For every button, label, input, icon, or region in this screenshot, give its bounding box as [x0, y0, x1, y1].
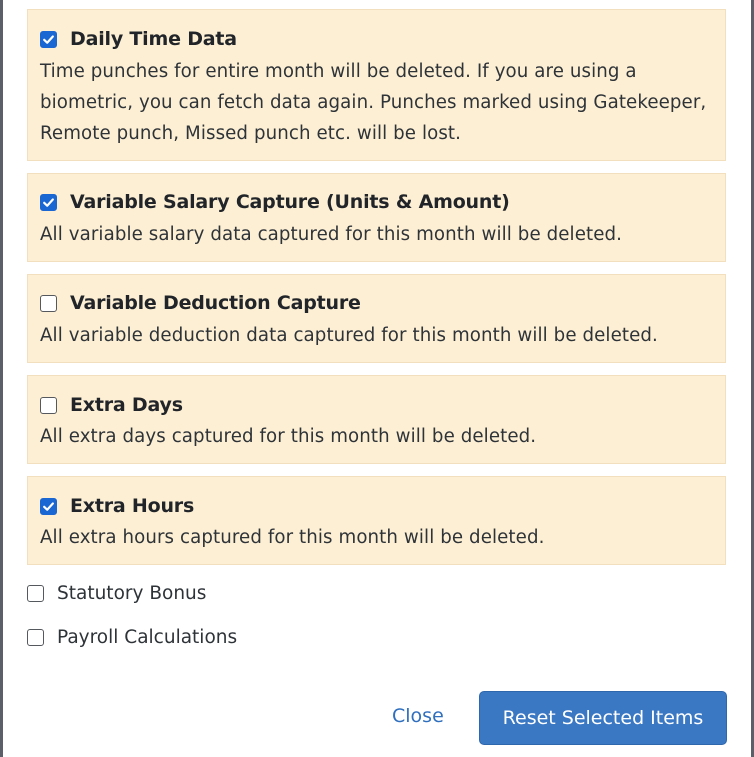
extra-days-checkbox[interactable] — [40, 397, 57, 414]
check-icon — [42, 196, 55, 209]
section-description: All extra hours captured for this month will be deleted. — [40, 527, 545, 548]
close-button[interactable]: Close — [392, 705, 444, 727]
section-extra-hours — [27, 476, 726, 565]
option-statutory-bonus — [27, 581, 206, 605]
section-description: All extra days captured for this month will be deleted. — [40, 426, 537, 447]
section-description: All variable salary data captured for this month will be deleted. — [40, 224, 623, 245]
variable-salary-capture-checkbox[interactable] — [40, 194, 57, 211]
daily-time-data-checkbox[interactable] — [40, 31, 57, 48]
section-extra-days — [27, 375, 726, 464]
extra-hours-checkbox[interactable] — [40, 498, 57, 515]
option-label: Statutory Bonus — [57, 582, 207, 604]
option-payroll-calculations — [27, 625, 237, 649]
section-title: Variable Deduction Capture — [70, 292, 361, 314]
check-icon — [42, 500, 55, 513]
section-variable-salary-capture — [27, 173, 726, 262]
section-daily-time-data — [27, 9, 726, 161]
variable-deduction-capture-checkbox[interactable] — [40, 295, 57, 312]
section-title: Daily Time Data — [70, 28, 237, 50]
section-title: Extra Hours — [70, 495, 195, 517]
option-label: Payroll Calculations — [57, 626, 238, 648]
section-title: Extra Days — [70, 394, 183, 416]
reset-items-dialog — [3, 0, 751, 757]
reset-selected-items-button[interactable]: Reset Selected Items — [479, 691, 727, 745]
payroll-calculations-checkbox[interactable] — [27, 629, 44, 646]
section-variable-deduction-capture — [27, 274, 726, 363]
statutory-bonus-checkbox[interactable] — [27, 585, 44, 602]
section-description: All variable deduction data captured for this month will be deleted. — [40, 325, 658, 346]
section-title: Variable Salary Capture (Units & Amount) — [70, 191, 510, 213]
check-icon — [42, 33, 55, 46]
section-description: Time punches for entire month will be deleted. If you are using a biometric, you can fetch data again. Punches marked using Gatekeeper, Remote punch, Missed punch etc. will be lost. — [40, 61, 707, 144]
